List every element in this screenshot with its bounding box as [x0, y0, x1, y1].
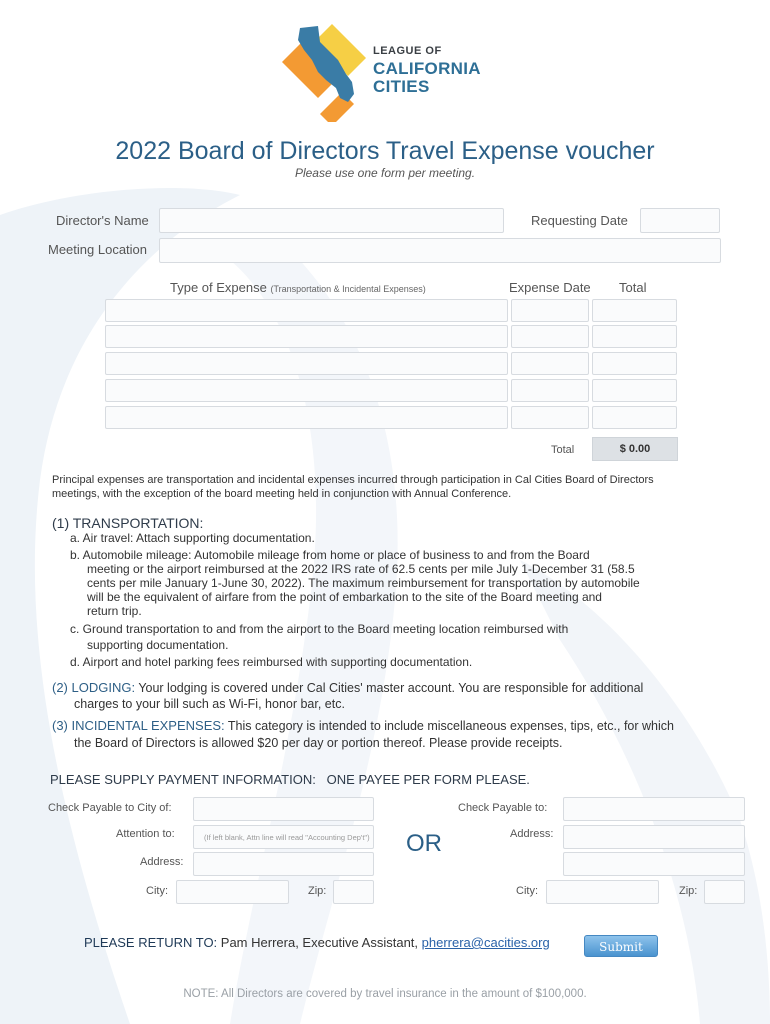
transportation-item-c-line-1: c. Ground transportation to and from the airport to the Board meeting location reimbursed with — [70, 622, 569, 636]
meeting-location-field[interactable] — [159, 238, 721, 263]
expense-date-header: Expense Date — [509, 280, 591, 295]
transportation-item-b-line-2: meeting or the airport reimbursed at the 2022 IRS rate of 62.5 cents per mile July 1-December 31 (58.5 — [87, 562, 635, 576]
payment-heading: PLEASE SUPPLY PAYMENT INFORMATION: ONE PAYEE PER FORM PLEASE. — [50, 772, 530, 787]
title-year: 2022 — [115, 137, 172, 165]
transportation-item-b-line-1: b. Automobile mileage: Automobile mileage from home or place of business to and from the Board — [70, 548, 590, 562]
right-zip-label: Zip: — [679, 885, 698, 897]
logo-line-3: CITIES — [373, 77, 430, 96]
left-city-label: City: — [146, 885, 168, 897]
expense-type-field-4[interactable] — [105, 379, 508, 402]
return-to-text: Pam Herrera, Executive Assistant, — [217, 935, 422, 950]
return-email-link[interactable]: pherrera@cacities.org — [421, 935, 550, 950]
transportation-item-b-line-5: return trip. — [87, 604, 142, 618]
requesting-date-field[interactable] — [640, 208, 720, 233]
expense-total-field-3[interactable] — [592, 352, 677, 375]
incidental-text-1: This category is intended to include miscellaneous expenses, tips, etc., for which — [224, 719, 674, 733]
logo-line-1: LEAGUE OF — [373, 45, 442, 57]
lodging-text-1: Your lodging is covered under Cal Cities' master account. You are responsible for additional — [135, 681, 644, 695]
insurance-note: NOTE: All Directors are covered by travel insurance in the amount of $100,000. — [183, 988, 587, 1000]
incidental-heading: (3) INCIDENTAL EXPENSES: — [52, 718, 225, 733]
or-separator: OR — [406, 830, 442, 857]
transportation-item-a: a. Air travel: Attach supporting documentation. — [70, 531, 315, 545]
type-of-expense-note: (Transportation & Incidental Expenses) — [270, 284, 426, 294]
expense-total-field-4[interactable] — [592, 379, 677, 402]
right-zip-field[interactable] — [704, 880, 745, 904]
expense-total-field-2[interactable] — [592, 325, 677, 348]
lodging-line-2: charges to your bill such as Wi-Fi, honor bar, etc. — [74, 697, 345, 711]
requesting-date-label: Requesting Date — [531, 213, 628, 228]
left-address-field[interactable] — [193, 852, 374, 876]
meeting-location-label: Meeting Location — [48, 242, 148, 257]
expense-type-field-3[interactable] — [105, 352, 508, 375]
attention-to-label: Attention to: — [116, 828, 175, 840]
directors-name-field[interactable] — [159, 208, 504, 233]
attention-to-field[interactable] — [193, 825, 374, 849]
incidental-line-1 — [52, 719, 674, 733]
left-zip-label: Zip: — [308, 885, 327, 897]
check-payable-city-field[interactable] — [193, 797, 374, 821]
expense-date-field-3[interactable] — [511, 352, 589, 375]
return-to-line — [84, 935, 550, 950]
form-subtitle: Please use one form per meeting. — [294, 166, 476, 180]
principal-expenses-text: Principal expenses are transportation and incidental expenses incurred through participation in Cal Cities Board of Directors meetings, with the exception of the board meeting held in conjunction with Annual Conference. — [52, 474, 654, 500]
right-address-field-1[interactable] — [563, 825, 745, 849]
transportation-heading: (1) TRANSPORTATION: — [52, 515, 204, 531]
right-city-field[interactable] — [546, 880, 659, 904]
submit-button[interactable]: Submit — [584, 935, 658, 957]
transportation-item-b-line-3: cents per mile January 1-June 30, 2022). The maximum reimbursement for transportation by automobile — [87, 576, 640, 590]
expense-type-field-1[interactable] — [105, 299, 508, 322]
logo-line-2: CALIFORNIA — [373, 59, 481, 78]
expense-type-field-2[interactable] — [105, 325, 508, 348]
expense-total-field-1[interactable] — [592, 299, 677, 322]
title-text: Board of Directors Travel Expense voucher — [171, 137, 655, 165]
transportation-item-b-line-4: will be the equivalent of airfare from the point of embarkation to the site of the Board meeting and — [87, 590, 602, 604]
expense-date-field-4[interactable] — [511, 379, 589, 402]
transportation-item-c-line-2: supporting documentation. — [87, 638, 229, 652]
expense-total-field-5[interactable] — [592, 406, 677, 429]
left-city-field[interactable] — [176, 880, 289, 904]
check-payable-to-field[interactable] — [563, 797, 745, 821]
attention-to-placeholder: (If left blank, Attn line will read "Accounting Dep't") — [204, 833, 370, 842]
right-city-label: City: — [516, 885, 538, 897]
left-address-label: Address: — [140, 856, 184, 868]
check-payable-city-label: Check Payable to City of: — [48, 802, 172, 814]
type-of-expense-header — [170, 280, 426, 295]
logo-wordmark — [373, 46, 481, 95]
directors-name-label: Director's Name — [56, 213, 149, 228]
grand-total-label: Total — [551, 444, 575, 456]
expense-date-field-5[interactable] — [511, 406, 589, 429]
lodging-heading: (2) LODGING: — [52, 680, 136, 695]
right-address-label: Address: — [510, 828, 554, 840]
expense-date-field-2[interactable] — [511, 325, 589, 348]
check-payable-to-label: Check Payable to: — [458, 802, 548, 814]
grand-total-value: $ 0.00 — [592, 437, 678, 461]
total-header: Total — [619, 280, 647, 295]
lodging-line-1 — [52, 681, 643, 695]
form-title — [0, 137, 770, 166]
expense-type-field-5[interactable] — [105, 406, 508, 429]
expense-date-field-1[interactable] — [511, 299, 589, 322]
return-to-heading: PLEASE RETURN TO: — [84, 935, 218, 950]
left-zip-field[interactable] — [333, 880, 374, 904]
transportation-item-d: d. Airport and hotel parking fees reimbursed with supporting documentation. — [70, 655, 473, 669]
right-address-field-2[interactable] — [563, 852, 745, 876]
incidental-line-2: the Board of Directors is allowed $20 per day or portion thereof. Please provide receipts. — [74, 736, 563, 750]
type-of-expense-label: Type of Expense — [170, 280, 267, 295]
